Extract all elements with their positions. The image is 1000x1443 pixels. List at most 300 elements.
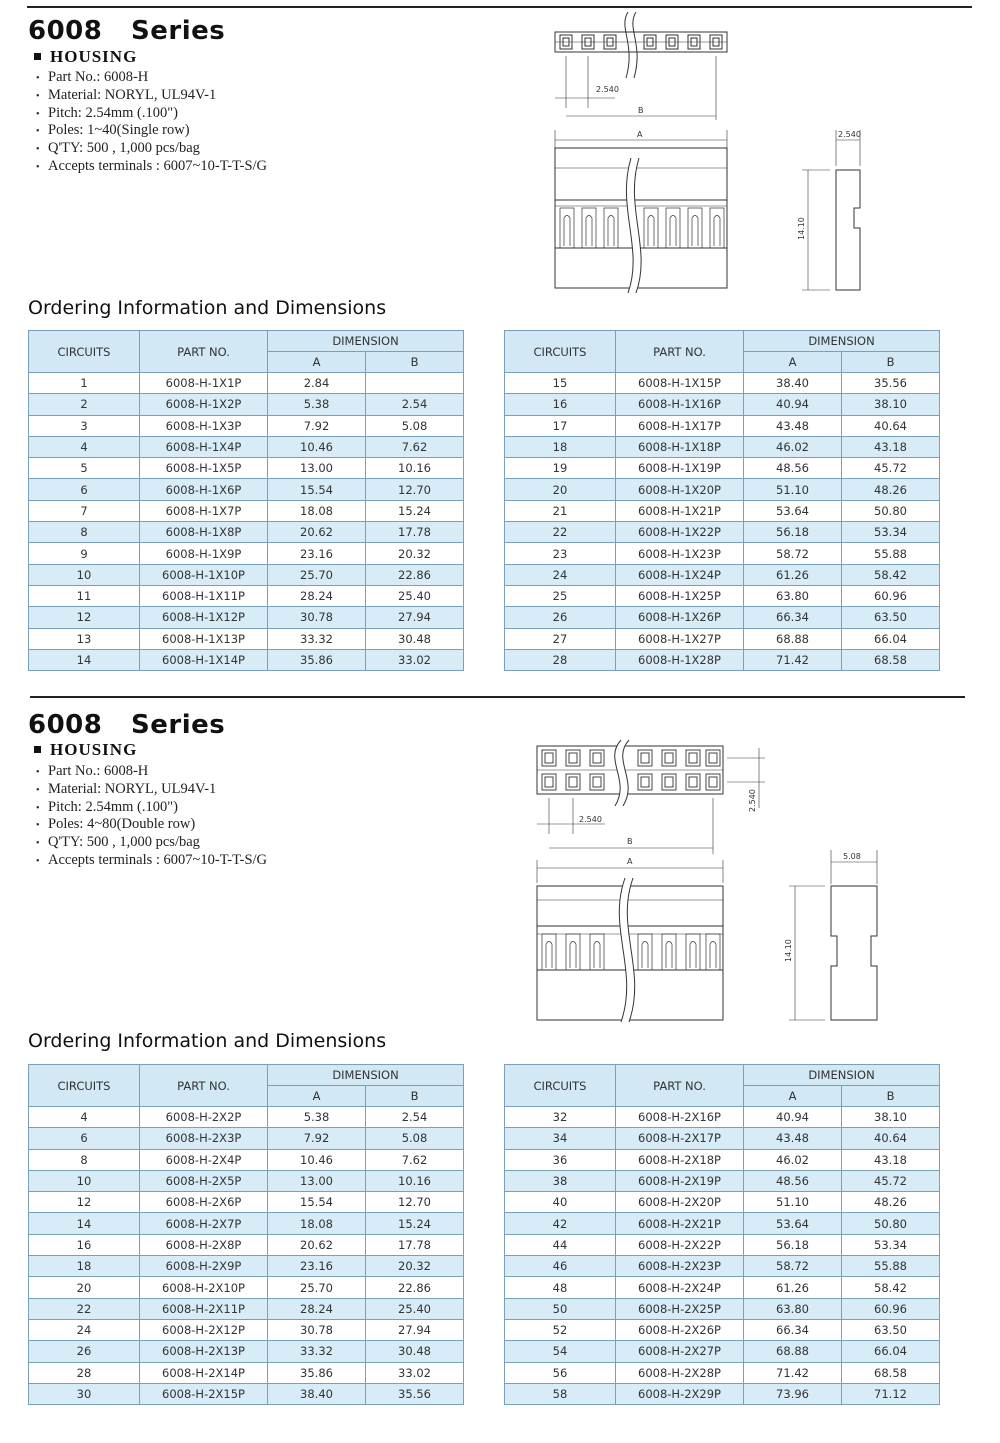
circuits-cell: 26 bbox=[505, 607, 616, 628]
part-no-cell: 6008-H-2X9P bbox=[140, 1256, 268, 1277]
dimension-b-header: B bbox=[842, 352, 940, 373]
dimension-a-cell: 46.02 bbox=[744, 436, 842, 457]
dimension-a-cell: 23.16 bbox=[268, 1256, 366, 1277]
part-no-cell: 6008-H-1X2P bbox=[140, 394, 268, 415]
part-no-cell: 6008-H-2X25P bbox=[616, 1298, 744, 1319]
dimension-b-cell: 7.62 bbox=[366, 1149, 464, 1170]
dimension-a-cell: 28.24 bbox=[268, 585, 366, 606]
dimension-b-cell: 35.56 bbox=[366, 1383, 464, 1404]
circuits-cell: 11 bbox=[29, 585, 140, 606]
part-no-cell: 6008-H-1X10P bbox=[140, 564, 268, 585]
side-width-label: 5.08 bbox=[843, 852, 861, 861]
table-row bbox=[505, 628, 940, 649]
circuits-cell: 6 bbox=[29, 1128, 140, 1149]
spec-item bbox=[36, 763, 267, 781]
part-no-header: PART NO. bbox=[140, 331, 268, 373]
part-no-cell: 6008-H-2X20P bbox=[616, 1192, 744, 1213]
bullet-icon: • bbox=[36, 838, 40, 850]
circuits-cell: 24 bbox=[505, 564, 616, 585]
dimension-a-cell: 63.80 bbox=[744, 1298, 842, 1319]
spec-text: Q'TY: 500 , 1,000 pcs/bag bbox=[48, 140, 200, 157]
dimension-a-cell: 15.54 bbox=[268, 1192, 366, 1213]
circuits-cell: 46 bbox=[505, 1256, 616, 1277]
circuits-cell: 16 bbox=[505, 394, 616, 415]
part-no-cell: 6008-H-2X2P bbox=[140, 1107, 268, 1128]
spec-text: Part No.: 6008-H bbox=[48, 69, 149, 85]
circuits-cell: 9 bbox=[29, 543, 140, 564]
dimension-b-cell: 58.42 bbox=[842, 1277, 940, 1298]
dimension-a-cell: 43.48 bbox=[744, 1128, 842, 1149]
table-row bbox=[29, 436, 464, 457]
part-no-header: PART NO. bbox=[616, 331, 744, 373]
dimension-b-cell: 53.34 bbox=[842, 1234, 940, 1255]
circuits-cell: 12 bbox=[29, 1192, 140, 1213]
table-row bbox=[505, 436, 940, 457]
bullet-icon: • bbox=[36, 108, 40, 120]
dimension-a-cell: 15.54 bbox=[268, 479, 366, 500]
dimension-a-cell: 71.42 bbox=[744, 1362, 842, 1383]
dimension-a-cell: 20.62 bbox=[268, 1234, 366, 1255]
circuits-cell: 23 bbox=[505, 543, 616, 564]
part-no-cell: 6008-H-2X6P bbox=[140, 1192, 268, 1213]
housing-label: HOUSING bbox=[50, 47, 138, 66]
spec-text: Q'TY: 500 , 1,000 pcs/bag bbox=[48, 834, 200, 851]
part-no-cell: 6008-H-2X3P bbox=[140, 1128, 268, 1149]
circuits-cell: 22 bbox=[505, 522, 616, 543]
dimension-b-cell: 68.58 bbox=[842, 649, 940, 670]
part-no-cell: 6008-H-2X4P bbox=[140, 1149, 268, 1170]
spec-item bbox=[36, 87, 267, 105]
spec-item bbox=[36, 122, 267, 140]
part-no-cell: 6008-H-1X4P bbox=[140, 436, 268, 457]
dimension-a-cell: 10.46 bbox=[268, 1149, 366, 1170]
dimension-a-cell: 2.84 bbox=[268, 373, 366, 394]
circuits-cell: 15 bbox=[505, 373, 616, 394]
circuits-cell: 50 bbox=[505, 1298, 616, 1319]
table-row bbox=[29, 543, 464, 564]
circuits-cell: 48 bbox=[505, 1277, 616, 1298]
spec-text: Material: NORYL, UL94V-1 bbox=[48, 86, 217, 103]
circuits-cell: 25 bbox=[505, 585, 616, 606]
ordering-table-right bbox=[504, 330, 940, 671]
circuits-cell: 34 bbox=[505, 1128, 616, 1149]
dimension-a-cell: 51.10 bbox=[744, 1192, 842, 1213]
table-row bbox=[29, 1170, 464, 1191]
spec-item bbox=[36, 816, 267, 834]
table-row bbox=[29, 479, 464, 500]
table-row bbox=[505, 607, 940, 628]
spec-text: Accepts terminals : 6007~10-T-T-S/G bbox=[48, 851, 268, 868]
dimension-a-label: A bbox=[627, 857, 633, 866]
dimension-header: DIMENSION bbox=[268, 331, 464, 352]
part-no-cell: 6008-H-1X1P bbox=[140, 373, 268, 394]
spec-list bbox=[36, 69, 267, 176]
table-row bbox=[505, 649, 940, 670]
dimension-b-cell: 12.70 bbox=[366, 479, 464, 500]
circuits-cell: 21 bbox=[505, 500, 616, 521]
dimension-a-cell: 10.46 bbox=[268, 436, 366, 457]
dimension-b-cell: 63.50 bbox=[842, 1319, 940, 1340]
series-word: Series bbox=[131, 710, 226, 740]
dimension-a-cell: 66.34 bbox=[744, 607, 842, 628]
table-body bbox=[29, 373, 464, 671]
circuits-cell: 4 bbox=[29, 1107, 140, 1128]
ordering-table-right bbox=[504, 1064, 940, 1405]
height-dimension-label: 14.10 bbox=[784, 939, 793, 962]
table-row bbox=[29, 1234, 464, 1255]
spec-item bbox=[36, 158, 267, 176]
circuits-cell: 2 bbox=[29, 394, 140, 415]
part-no-header: PART NO. bbox=[616, 1065, 744, 1107]
dimension-b-cell: 27.94 bbox=[366, 1319, 464, 1340]
table-row bbox=[29, 649, 464, 670]
dimension-a-cell: 13.00 bbox=[268, 1170, 366, 1191]
spec-item bbox=[36, 140, 267, 158]
part-no-cell: 6008-H-2X29P bbox=[616, 1383, 744, 1404]
circuits-cell: 18 bbox=[505, 436, 616, 457]
bullet-icon: • bbox=[36, 767, 40, 778]
dimension-a-cell: 40.94 bbox=[744, 1107, 842, 1128]
dimension-a-cell: 18.08 bbox=[268, 500, 366, 521]
dimension-b-cell: 10.16 bbox=[366, 458, 464, 479]
circuits-cell: 28 bbox=[505, 649, 616, 670]
table-row bbox=[29, 1192, 464, 1213]
dimension-b-cell: 55.88 bbox=[842, 1256, 940, 1277]
dimension-b-cell: 15.24 bbox=[366, 1213, 464, 1234]
circuits-cell: 17 bbox=[505, 415, 616, 436]
part-no-cell: 6008-H-2X27P bbox=[616, 1341, 744, 1362]
part-no-cell: 6008-H-1X7P bbox=[140, 500, 268, 521]
part-no-cell: 6008-H-1X25P bbox=[616, 585, 744, 606]
bullet-icon: • bbox=[36, 855, 40, 867]
bullet-icon: • bbox=[36, 820, 40, 832]
part-no-cell: 6008-H-2X28P bbox=[616, 1362, 744, 1383]
housing-drawing-single-row bbox=[540, 8, 880, 293]
table-row bbox=[29, 1128, 464, 1149]
circuits-cell: 24 bbox=[29, 1319, 140, 1340]
part-no-cell: 6008-H-2X23P bbox=[616, 1256, 744, 1277]
circuits-header: CIRCUITS bbox=[505, 331, 616, 373]
table-row bbox=[505, 1341, 940, 1362]
table-row bbox=[29, 1362, 464, 1383]
bullet-icon: • bbox=[36, 90, 40, 102]
series-title bbox=[28, 16, 225, 46]
part-no-cell: 6008-H-1X20P bbox=[616, 479, 744, 500]
spec-text: Material: NORYL, UL94V-1 bbox=[48, 780, 217, 797]
table-row bbox=[505, 543, 940, 564]
dimension-a-cell: 68.88 bbox=[744, 1341, 842, 1362]
dimension-a-cell: 71.42 bbox=[744, 649, 842, 670]
table-row bbox=[29, 1107, 464, 1128]
part-no-cell: 6008-H-1X5P bbox=[140, 458, 268, 479]
dimension-a-cell: 7.92 bbox=[268, 415, 366, 436]
dimension-b-cell: 20.32 bbox=[366, 543, 464, 564]
table-row bbox=[505, 1277, 940, 1298]
circuits-cell: 13 bbox=[29, 628, 140, 649]
table-row bbox=[29, 373, 464, 394]
dimension-header: DIMENSION bbox=[744, 331, 940, 352]
dimension-a-cell: 13.00 bbox=[268, 458, 366, 479]
table-row bbox=[505, 415, 940, 436]
circuits-header: CIRCUITS bbox=[505, 1065, 616, 1107]
dimension-b-cell: 68.58 bbox=[842, 1362, 940, 1383]
dimension-b-cell: 48.26 bbox=[842, 1192, 940, 1213]
part-no-cell: 6008-H-1X19P bbox=[616, 458, 744, 479]
bullet-icon: • bbox=[36, 784, 40, 796]
circuits-cell: 10 bbox=[29, 564, 140, 585]
section-divider-rule bbox=[30, 696, 965, 698]
part-no-cell: 6008-H-1X8P bbox=[140, 522, 268, 543]
part-no-cell: 6008-H-1X21P bbox=[616, 500, 744, 521]
part-no-cell: 6008-H-2X22P bbox=[616, 1234, 744, 1255]
dimension-a-cell: 63.80 bbox=[744, 585, 842, 606]
circuits-cell: 3 bbox=[29, 415, 140, 436]
side-width-label: 2.540 bbox=[838, 130, 861, 139]
dimension-b-cell: 30.48 bbox=[366, 628, 464, 649]
dimension-b-cell: 30.48 bbox=[366, 1341, 464, 1362]
part-no-cell: 6008-H-2X11P bbox=[140, 1298, 268, 1319]
spec-text: Accepts terminals : 6007~10-T-T-S/G bbox=[48, 157, 268, 174]
circuits-cell: 18 bbox=[29, 1256, 140, 1277]
row-pitch-dimension-label: 2.540 bbox=[748, 789, 757, 812]
table-row bbox=[29, 1341, 464, 1362]
spec-text: Poles: 1~40(Single row) bbox=[48, 122, 190, 139]
table-row bbox=[505, 564, 940, 585]
dimension-b-cell: 38.10 bbox=[842, 1107, 940, 1128]
part-no-cell: 6008-H-1X14P bbox=[140, 649, 268, 670]
bullet-icon: • bbox=[36, 126, 40, 138]
dimension-b-cell: 53.34 bbox=[842, 522, 940, 543]
circuits-cell: 58 bbox=[505, 1383, 616, 1404]
dimension-a-cell: 61.26 bbox=[744, 1277, 842, 1298]
dimension-b-cell: 33.02 bbox=[366, 1362, 464, 1383]
dimension-b-cell bbox=[366, 373, 464, 394]
part-no-cell: 6008-H-2X7P bbox=[140, 1213, 268, 1234]
dimension-b-cell: 2.54 bbox=[366, 1107, 464, 1128]
dimension-b-cell: 25.40 bbox=[366, 1298, 464, 1319]
ordering-table-left bbox=[28, 1064, 464, 1405]
dimension-a-cell: 56.18 bbox=[744, 522, 842, 543]
circuits-header: CIRCUITS bbox=[29, 1065, 140, 1107]
dimension-b-cell: 25.40 bbox=[366, 585, 464, 606]
bullet-icon: • bbox=[36, 802, 40, 814]
dimension-a-cell: 48.56 bbox=[744, 458, 842, 479]
part-no-cell: 6008-H-1X11P bbox=[140, 585, 268, 606]
table-row bbox=[29, 1319, 464, 1340]
part-no-cell: 6008-H-2X14P bbox=[140, 1362, 268, 1383]
table-row bbox=[505, 1256, 940, 1277]
housing-label: HOUSING bbox=[50, 740, 138, 759]
table-row bbox=[29, 522, 464, 543]
dimension-b-cell: 50.80 bbox=[842, 500, 940, 521]
dimension-b-cell: 60.96 bbox=[842, 585, 940, 606]
part-no-cell: 6008-H-2X19P bbox=[616, 1170, 744, 1191]
dimension-b-cell: 66.04 bbox=[842, 628, 940, 649]
dimension-a-header: A bbox=[744, 1086, 842, 1107]
dimension-a-cell: 18.08 bbox=[268, 1213, 366, 1234]
dimension-b-cell: 33.02 bbox=[366, 649, 464, 670]
table-body bbox=[505, 1107, 940, 1405]
part-no-cell: 6008-H-1X24P bbox=[616, 564, 744, 585]
dimension-a-cell: 56.18 bbox=[744, 1234, 842, 1255]
circuits-cell: 20 bbox=[29, 1277, 140, 1298]
spec-text: Part No.: 6008-H bbox=[48, 763, 149, 779]
dimension-b-cell: 60.96 bbox=[842, 1298, 940, 1319]
dimension-a-cell: 5.38 bbox=[268, 1107, 366, 1128]
part-no-cell: 6008-H-2X10P bbox=[140, 1277, 268, 1298]
table-row bbox=[505, 1234, 940, 1255]
housing-drawing-double-row bbox=[525, 738, 885, 1023]
dimension-b-cell: 2.54 bbox=[366, 394, 464, 415]
bullet-icon: • bbox=[36, 73, 40, 84]
ordering-table-left bbox=[28, 330, 464, 671]
table-row bbox=[29, 607, 464, 628]
dimension-a-cell: 30.78 bbox=[268, 1319, 366, 1340]
spec-list bbox=[36, 763, 267, 870]
dimension-b-cell: 12.70 bbox=[366, 1192, 464, 1213]
pitch-dimension-label: 2.540 bbox=[596, 85, 619, 94]
dimension-b-cell: 22.86 bbox=[366, 1277, 464, 1298]
ordering-title: Ordering Information and Dimensions bbox=[28, 297, 387, 319]
dimension-a-cell: 53.64 bbox=[744, 500, 842, 521]
square-bullet-icon bbox=[34, 53, 41, 60]
circuits-cell: 5 bbox=[29, 458, 140, 479]
dimension-b-cell: 17.78 bbox=[366, 1234, 464, 1255]
table-body bbox=[29, 1107, 464, 1405]
table-row bbox=[29, 1277, 464, 1298]
part-no-cell: 6008-H-2X18P bbox=[616, 1149, 744, 1170]
circuits-cell: 4 bbox=[29, 436, 140, 457]
dimension-b-cell: 5.08 bbox=[366, 415, 464, 436]
part-no-cell: 6008-H-2X13P bbox=[140, 1341, 268, 1362]
dimension-a-cell: 58.72 bbox=[744, 543, 842, 564]
table-row bbox=[29, 1298, 464, 1319]
dimension-b-cell: 58.42 bbox=[842, 564, 940, 585]
dimension-a-header: A bbox=[744, 352, 842, 373]
table-row bbox=[29, 394, 464, 415]
dimension-b-cell: 40.64 bbox=[842, 1128, 940, 1149]
circuits-cell: 8 bbox=[29, 1149, 140, 1170]
spec-text: Poles: 4~80(Double row) bbox=[48, 816, 196, 833]
circuits-cell: 28 bbox=[29, 1362, 140, 1383]
part-no-cell: 6008-H-2X5P bbox=[140, 1170, 268, 1191]
ordering-title: Ordering Information and Dimensions bbox=[28, 1030, 387, 1052]
dimension-b-cell: 22.86 bbox=[366, 564, 464, 585]
dimension-a-cell: 38.40 bbox=[268, 1383, 366, 1404]
circuits-cell: 6 bbox=[29, 479, 140, 500]
table-row bbox=[505, 1213, 940, 1234]
dimension-b-cell: 5.08 bbox=[366, 1128, 464, 1149]
circuits-cell: 54 bbox=[505, 1341, 616, 1362]
table-row bbox=[505, 1192, 940, 1213]
dimension-a-cell: 25.70 bbox=[268, 564, 366, 585]
table-row bbox=[505, 1128, 940, 1149]
dimension-a-cell: 68.88 bbox=[744, 628, 842, 649]
dimension-b-cell: 43.18 bbox=[842, 436, 940, 457]
dimension-b-cell: 15.24 bbox=[366, 500, 464, 521]
part-no-header: PART NO. bbox=[140, 1065, 268, 1107]
table-row bbox=[29, 1383, 464, 1404]
dimension-a-cell: 5.38 bbox=[268, 394, 366, 415]
dimension-a-cell: 38.40 bbox=[744, 373, 842, 394]
table-row bbox=[505, 1170, 940, 1191]
dimension-a-cell: 73.96 bbox=[744, 1383, 842, 1404]
dimension-a-header: A bbox=[268, 352, 366, 373]
part-no-cell: 6008-H-2X17P bbox=[616, 1128, 744, 1149]
bullet-icon: • bbox=[36, 144, 40, 156]
dimension-b-cell: 43.18 bbox=[842, 1149, 940, 1170]
table-row bbox=[505, 585, 940, 606]
pitch-dimension-label: 2.540 bbox=[579, 815, 602, 824]
circuits-cell: 7 bbox=[29, 500, 140, 521]
circuits-cell: 42 bbox=[505, 1213, 616, 1234]
circuits-header: CIRCUITS bbox=[29, 331, 140, 373]
dimension-b-cell: 45.72 bbox=[842, 458, 940, 479]
table-row bbox=[505, 1107, 940, 1128]
dimension-a-cell: 23.16 bbox=[268, 543, 366, 564]
dimension-b-cell: 17.78 bbox=[366, 522, 464, 543]
circuits-cell: 44 bbox=[505, 1234, 616, 1255]
dimension-a-cell: 43.48 bbox=[744, 415, 842, 436]
table-row bbox=[505, 522, 940, 543]
part-no-cell: 6008-H-2X26P bbox=[616, 1319, 744, 1340]
dimension-b-cell: 50.80 bbox=[842, 1213, 940, 1234]
dimension-a-cell: 28.24 bbox=[268, 1298, 366, 1319]
dimension-a-cell: 35.86 bbox=[268, 1362, 366, 1383]
spec-text: Pitch: 2.54mm (.100") bbox=[48, 798, 178, 815]
series-number: 6008 bbox=[28, 16, 103, 46]
circuits-cell: 19 bbox=[505, 458, 616, 479]
table-row bbox=[505, 1319, 940, 1340]
table-row bbox=[29, 458, 464, 479]
dimension-b-label: B bbox=[627, 837, 633, 846]
circuits-cell: 14 bbox=[29, 1213, 140, 1234]
table-row bbox=[29, 628, 464, 649]
housing-heading bbox=[34, 740, 137, 760]
circuits-cell: 22 bbox=[29, 1298, 140, 1319]
dimension-b-cell: 45.72 bbox=[842, 1170, 940, 1191]
bullet-icon: • bbox=[36, 161, 40, 173]
spec-item bbox=[36, 852, 267, 870]
spec-item bbox=[36, 69, 267, 87]
dimension-b-label: B bbox=[638, 106, 644, 115]
part-no-cell: 6008-H-2X12P bbox=[140, 1319, 268, 1340]
dimension-b-cell: 38.10 bbox=[842, 394, 940, 415]
dimension-b-cell: 27.94 bbox=[366, 607, 464, 628]
circuits-cell: 10 bbox=[29, 1170, 140, 1191]
dimension-a-cell: 7.92 bbox=[268, 1128, 366, 1149]
dimension-b-cell: 40.64 bbox=[842, 415, 940, 436]
spec-item bbox=[36, 834, 267, 852]
table-row bbox=[505, 1149, 940, 1170]
dimension-b-cell: 20.32 bbox=[366, 1256, 464, 1277]
table-row bbox=[505, 458, 940, 479]
table-row bbox=[29, 415, 464, 436]
part-no-cell: 6008-H-1X26P bbox=[616, 607, 744, 628]
table-row bbox=[505, 394, 940, 415]
dimension-b-header: B bbox=[366, 352, 464, 373]
dimension-b-header: B bbox=[842, 1086, 940, 1107]
part-no-cell: 6008-H-1X23P bbox=[616, 543, 744, 564]
dimension-a-label: A bbox=[637, 130, 643, 139]
dimension-a-cell: 30.78 bbox=[268, 607, 366, 628]
table-row bbox=[505, 1298, 940, 1319]
circuits-cell: 16 bbox=[29, 1234, 140, 1255]
circuits-cell: 52 bbox=[505, 1319, 616, 1340]
table-row bbox=[505, 500, 940, 521]
series-number: 6008 bbox=[28, 710, 103, 740]
part-no-cell: 6008-H-1X6P bbox=[140, 479, 268, 500]
